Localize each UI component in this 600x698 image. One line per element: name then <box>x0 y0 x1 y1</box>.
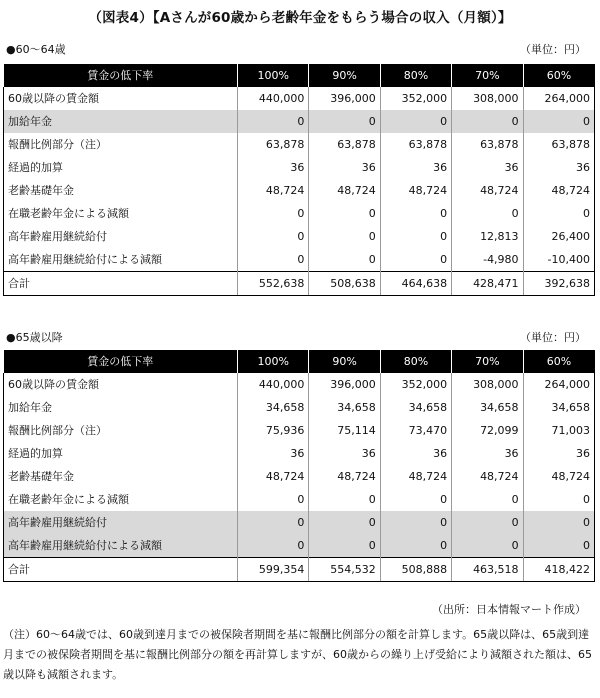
header-row-label: 賃金の低下率 <box>4 350 238 373</box>
cell-value: 0 <box>452 511 523 534</box>
cell-value: 0 <box>452 488 523 511</box>
unit-label-65-plus: （単位：円） <box>520 331 586 344</box>
table-row <box>4 511 595 534</box>
table-row <box>4 442 595 465</box>
row-label: 加給年金 <box>4 396 238 419</box>
cell-value: 0 <box>523 110 594 133</box>
cell-value: 0 <box>380 534 451 558</box>
cell-value: 508,888 <box>380 558 451 582</box>
cell-value: 0 <box>452 110 523 133</box>
cell-value: 48,724 <box>238 179 309 202</box>
cell-value: 418,422 <box>523 558 594 582</box>
cell-value: 0 <box>238 202 309 225</box>
row-label: 報酬比例部分（注） <box>4 419 238 442</box>
table-row <box>4 465 595 488</box>
cell-value: -10,400 <box>523 248 594 272</box>
header-rate-4: 70% <box>452 350 523 373</box>
cell-value: 0 <box>523 534 594 558</box>
table-row <box>4 373 595 396</box>
cell-value: 0 <box>523 202 594 225</box>
cell-value: 63,878 <box>238 133 309 156</box>
cell-value: 0 <box>380 511 451 534</box>
cell-value: 440,000 <box>238 373 309 396</box>
table-row <box>4 110 595 133</box>
cell-value: 352,000 <box>380 373 451 396</box>
table-row <box>4 248 595 272</box>
cell-value: 599,354 <box>238 558 309 582</box>
income-table-60-64 <box>3 64 595 296</box>
cell-value: 71,003 <box>523 419 594 442</box>
cell-value: 0 <box>309 511 380 534</box>
figure-title: （図表4）【Aさんが60歳から老齢年金をもらう場合の収入（月額）】 <box>88 10 512 26</box>
cell-value: 0 <box>380 488 451 511</box>
header-rate-3: 80% <box>380 64 451 87</box>
cell-value: 36 <box>523 442 594 465</box>
cell-value: 48,724 <box>238 465 309 488</box>
cell-value: 36 <box>452 442 523 465</box>
table-row <box>4 133 595 156</box>
cell-value: 0 <box>238 534 309 558</box>
cell-value: 36 <box>309 156 380 179</box>
table-row <box>4 156 595 179</box>
header-row-label: 賃金の低下率 <box>4 64 238 87</box>
cell-value: 36 <box>452 156 523 179</box>
cell-value: 34,658 <box>523 396 594 419</box>
cell-value: 552,638 <box>238 272 309 296</box>
cell-value: 0 <box>309 110 380 133</box>
cell-value: 0 <box>309 225 380 248</box>
cell-value: 34,658 <box>309 396 380 419</box>
cell-value: 396,000 <box>309 87 380 110</box>
cell-value: 48,724 <box>309 179 380 202</box>
cell-value: 308,000 <box>452 373 523 396</box>
section-label-60-64: ●60～64歳 <box>6 43 66 56</box>
footnote: （注）60～64歳では、60歳到達月までの被保険者期間を基に報酬比例部分の額を計算します。65歳以降は、65歳到達月までの被保険者期間を基に報酬比例部分の額を再計算しますが、60歳からの繰り上げ受給により減額された額は、65歳以降も減額されます。 <box>3 628 592 681</box>
row-label: 60歳以降の賃金額 <box>4 87 238 110</box>
cell-value: 0 <box>523 511 594 534</box>
row-label: 60歳以降の賃金額 <box>4 373 238 396</box>
table-row <box>4 488 595 511</box>
cell-value: 392,638 <box>523 272 594 296</box>
cell-value: 63,878 <box>452 133 523 156</box>
table-row <box>4 396 595 419</box>
cell-value: 0 <box>452 534 523 558</box>
cell-value: 34,658 <box>452 396 523 419</box>
cell-value: 0 <box>309 488 380 511</box>
cell-value: 0 <box>238 225 309 248</box>
row-label: 在職老齢年金による減額 <box>4 202 238 225</box>
table-row <box>4 179 595 202</box>
cell-value: 554,532 <box>309 558 380 582</box>
cell-value: 75,936 <box>238 419 309 442</box>
cell-value: 0 <box>380 110 451 133</box>
source-note: （出所：日本情報マート作成） <box>432 603 586 616</box>
cell-value: -4,980 <box>452 248 523 272</box>
cell-value: 63,878 <box>309 133 380 156</box>
cell-value: 73,470 <box>380 419 451 442</box>
section-label-65-plus: ●65歳以降 <box>6 331 63 344</box>
table-header-row <box>4 350 595 373</box>
header-rate-5: 60% <box>523 64 594 87</box>
cell-value: 0 <box>380 202 451 225</box>
header-rate-1: 100% <box>238 350 309 373</box>
row-label: 経過的加算 <box>4 156 238 179</box>
row-label: 加給年金 <box>4 110 238 133</box>
cell-value: 428,471 <box>452 272 523 296</box>
header-rate-2: 90% <box>309 350 380 373</box>
table-row <box>4 202 595 225</box>
cell-value: 352,000 <box>380 87 451 110</box>
row-label: 高年齢雇用継続給付による減額 <box>4 534 238 558</box>
row-label: 合計 <box>4 558 238 582</box>
cell-value: 36 <box>380 156 451 179</box>
header-rate-2: 90% <box>309 64 380 87</box>
cell-value: 508,638 <box>309 272 380 296</box>
row-label: 高年齢雇用継続給付による減額 <box>4 248 238 272</box>
cell-value: 308,000 <box>452 87 523 110</box>
cell-value: 0 <box>238 511 309 534</box>
cell-value: 63,878 <box>523 133 594 156</box>
row-label: 合計 <box>4 272 238 296</box>
cell-value: 34,658 <box>380 396 451 419</box>
cell-value: 63,878 <box>380 133 451 156</box>
cell-value: 48,724 <box>452 179 523 202</box>
table-row <box>4 225 595 248</box>
row-label: 高年齢雇用継続給付 <box>4 225 238 248</box>
cell-value: 0 <box>309 534 380 558</box>
table-row <box>4 87 595 110</box>
cell-value: 463,518 <box>452 558 523 582</box>
cell-value: 0 <box>452 202 523 225</box>
income-table-65-plus <box>3 350 595 582</box>
cell-value: 12,813 <box>452 225 523 248</box>
row-label: 老齢基礎年金 <box>4 465 238 488</box>
cell-value: 48,724 <box>523 465 594 488</box>
total-row <box>4 558 595 582</box>
row-label: 在職老齢年金による減額 <box>4 488 238 511</box>
header-rate-3: 80% <box>380 350 451 373</box>
cell-value: 48,724 <box>523 179 594 202</box>
header-rate-1: 100% <box>238 64 309 87</box>
cell-value: 36 <box>238 442 309 465</box>
cell-value: 0 <box>238 248 309 272</box>
cell-value: 440,000 <box>238 87 309 110</box>
cell-value: 0 <box>309 248 380 272</box>
cell-value: 464,638 <box>380 272 451 296</box>
row-label: 老齢基礎年金 <box>4 179 238 202</box>
cell-value: 264,000 <box>523 373 594 396</box>
header-rate-5: 60% <box>523 350 594 373</box>
header-rate-4: 70% <box>452 64 523 87</box>
cell-value: 48,724 <box>380 465 451 488</box>
table-row <box>4 419 595 442</box>
cell-value: 48,724 <box>452 465 523 488</box>
cell-value: 36 <box>523 156 594 179</box>
cell-value: 48,724 <box>309 465 380 488</box>
cell-value: 36 <box>380 442 451 465</box>
unit-label-60-64: （単位：円） <box>520 43 586 56</box>
cell-value: 75,114 <box>309 419 380 442</box>
cell-value: 264,000 <box>523 87 594 110</box>
cell-value: 0 <box>380 248 451 272</box>
cell-value: 72,099 <box>452 419 523 442</box>
cell-value: 26,400 <box>523 225 594 248</box>
total-row <box>4 272 595 296</box>
cell-value: 0 <box>238 110 309 133</box>
table-row <box>4 534 595 558</box>
row-label: 経過的加算 <box>4 442 238 465</box>
cell-value: 0 <box>309 202 380 225</box>
row-label: 報酬比例部分（注） <box>4 133 238 156</box>
cell-value: 0 <box>523 488 594 511</box>
cell-value: 34,658 <box>238 396 309 419</box>
cell-value: 36 <box>309 442 380 465</box>
cell-value: 0 <box>380 225 451 248</box>
cell-value: 36 <box>238 156 309 179</box>
cell-value: 396,000 <box>309 373 380 396</box>
row-label: 高年齢雇用継続給付 <box>4 511 238 534</box>
table-header-row <box>4 64 595 87</box>
cell-value: 48,724 <box>380 179 451 202</box>
cell-value: 0 <box>238 488 309 511</box>
